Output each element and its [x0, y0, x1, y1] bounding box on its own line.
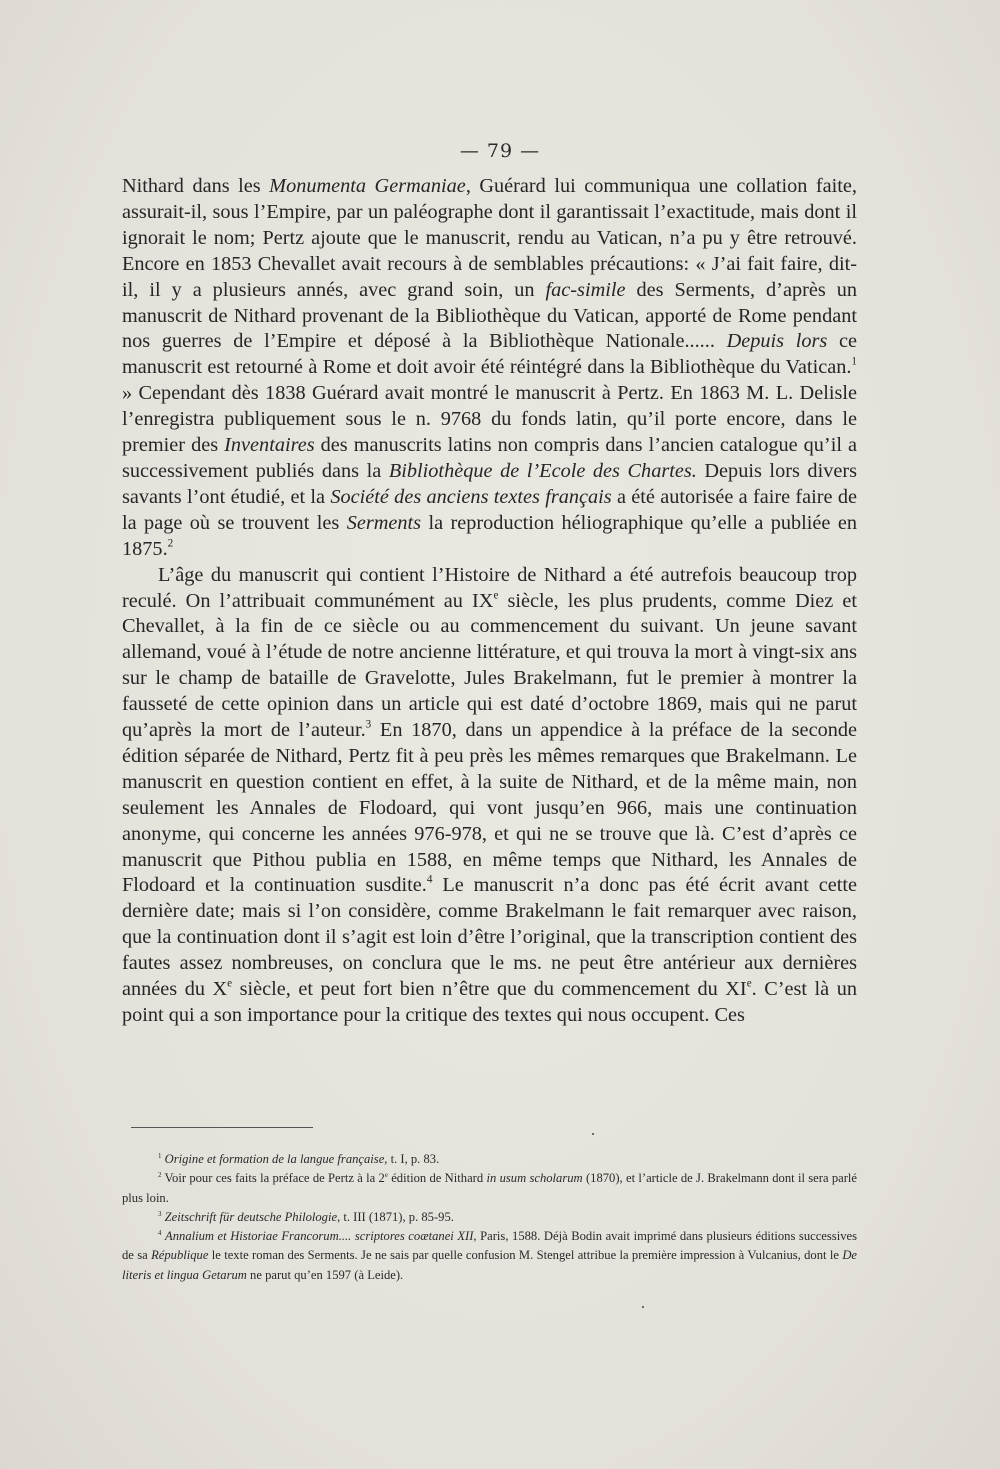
text-run: , t. III (1871), p. 85-95.	[337, 1209, 454, 1224]
text-run: , Guérard lui communiqua une collation faite, assurait-il, sous l’Empire, par un paléographe dont il garantissait l’exactitude, mais dont il ignorait le nom; Pertz ajoute que le manuscrit, rendu au Vatican, n’a pu y être retrouvé. Encore en 1853 Chevallet avait recours à de semblables précautions: « J’ai fait faire, dit-il, il y a plusieurs annés, avec grand soin, un	[122, 175, 857, 301]
italic-term: fac-simile	[545, 278, 626, 301]
footnotes	[122, 1150, 857, 1285]
text-run: des Serments, d’après un manuscrit de Nithard provenant de la Bibliothèque du Vatican, apporté de Rome pendant nos guerres de l’Empire et déposé à la Bibliothèque Nationale......	[122, 278, 857, 353]
text-run: siècle, et peut fort bien n’être que du commencement du XI	[232, 978, 747, 1001]
print-speck	[642, 1306, 644, 1308]
footnote-ref: 1	[851, 355, 857, 368]
text-run: En 1870, dans un appendice à la préface de la seconde édition séparée de Nithard, Pertz fit à peu près les mêmes remarques que Brakelmann. Le manuscrit en question contient en effet, à la suite de Nithard, et de la même main, non seulement les Annales de Flodoard, qui vont jusqu’en 966, mais une continuation anonyme, qui concerne les années 976-978, et qui ne se trouve que là. C’est d’après ce manuscrit que Pithou publia en 1588, en même temps que Nithard, les Annales de Flodoard et la continuation susdite.	[122, 719, 857, 897]
footnote-number: 4	[158, 1230, 162, 1237]
footnote-ref: 3	[365, 718, 372, 731]
italic-phrase: Depuis lors	[726, 330, 828, 353]
footnote-2	[122, 1169, 857, 1208]
page-number: — 79 —	[459, 140, 541, 162]
footnote-number: 1	[158, 1152, 162, 1160]
footnote-4	[122, 1227, 857, 1285]
text-run: . C’est là un point qui a son importance pour la critique des textes qui nous occupent. Ces	[122, 978, 857, 1026]
text-run: la reproduction héliographique qu’elle a publiée en 1875.	[122, 511, 857, 560]
italic-title: Bibliothèque de l’Ecole des Chartes.	[388, 459, 697, 482]
italic-title: Zeitschrift für deutsche Philologie	[164, 1209, 338, 1224]
paragraph-1	[122, 174, 857, 563]
italic-title: in usum scholarum	[486, 1171, 583, 1186]
ordinal-superscript: e	[227, 977, 233, 990]
italic-title: Société des anciens textes français	[330, 485, 612, 508]
text-run: , t. I, p. 83.	[384, 1152, 440, 1166]
footnote-3	[122, 1208, 857, 1227]
footnote-number: 3	[158, 1210, 162, 1218]
ordinal-superscript: e	[746, 977, 752, 990]
text-run: édition de Nithard	[387, 1171, 487, 1186]
text-run: siècle, les plus prudents, comme Diez et Chevallet, à la fin de ce siècle ou au commencement du suivant. Un jeune savant allemand, voué à l’étude de notre ancienne littérature, et qui trouva la mort à vingt-six ans sur le champ de bataille de Gravelotte, Jules Brakelmann, fut le premier à montrer la fausseté de cette opinion dans un article qui est daté d’octobre 1869, mais qui ne parut qu’après la mort de l’auteur.	[122, 589, 857, 742]
footnote-ref: 4	[426, 874, 433, 887]
text-run: Voir pour ces faits la préface de Pertz à la 2	[161, 1171, 385, 1186]
italic-title: Origine et formation de la langue française	[164, 1152, 385, 1166]
footnote-ref: 2	[167, 537, 174, 550]
text-run: » Cependant dès 1838 Guérard avait montré le manuscrit à Pertz. En 1863 M. L. Delisle l’enregistra publiquement sous le n. 9768 du fonds latin, qu’il porte encore, dans le premier des	[122, 382, 857, 457]
text-run: , Paris, 1588. Déjà Bodin avait imprimé dans plusieurs éditions successives de sa	[122, 1229, 857, 1263]
italic-title: De literis et lingua Getarum	[122, 1248, 857, 1282]
text-run: Le manuscrit n’a donc pas été écrit avant cette dernière date; mais si l’on considère, comme Brakelmann le fait remarquer avec raison, que la continuation dont il s’agit est loin d’être l’original, que la transcription contient des fautes assez nombreuses, on conclura que le ms. ne peut être antérieur aux dernières années du X	[122, 874, 857, 1001]
text-run: L’âge du manuscrit qui contient l’Histoire de Nithard a été autrefois beaucoup trop reculé. On l’attribuait communément au IX	[122, 563, 857, 612]
ordinal-superscript: e	[384, 1172, 388, 1180]
text-run: le texte roman des Serments. Je ne sais par quelle confusion M. Stengel attribue la première impression à Vulcanius, dont le	[208, 1248, 843, 1263]
italic-title: Monumenta Germaniae	[269, 175, 466, 197]
italic-title: République	[151, 1248, 209, 1263]
italic-term: Serments	[346, 511, 422, 534]
text-run: ne parut qu’en 1597 (à Leide).	[246, 1267, 404, 1282]
italic-title: Inventaires	[224, 434, 315, 457]
text-run: ce manuscrit est retourné à Rome et doit avoir été réintégré dans la Bibliothèque du Vatican.	[122, 330, 858, 379]
print-speck	[592, 1133, 594, 1135]
text-run: Depuis lors divers savants l’ont étudié, et la	[122, 459, 857, 508]
footnote-separator	[131, 1127, 313, 1128]
text-run: Nithard dans les	[122, 175, 270, 197]
footnote-number: 2	[158, 1172, 162, 1180]
text-run: a été autorisée a faire faire de la page où se trouvent les	[122, 485, 857, 534]
ordinal-superscript: e	[493, 589, 499, 602]
paragraph-2	[122, 563, 857, 1029]
text-run: (1870), et l’article de J. Brakelmann dont il sera parlé plus loin.	[122, 1171, 858, 1205]
text-run: des manuscrits latins non compris dans l’ancien catalogue qu’il a successivement publiés dans la	[122, 434, 857, 482]
footnote-1	[122, 1150, 857, 1169]
main-text	[122, 174, 857, 1029]
italic-title: Annalium et Historiae Francorum.... scriptores coætanei XII	[165, 1229, 474, 1244]
